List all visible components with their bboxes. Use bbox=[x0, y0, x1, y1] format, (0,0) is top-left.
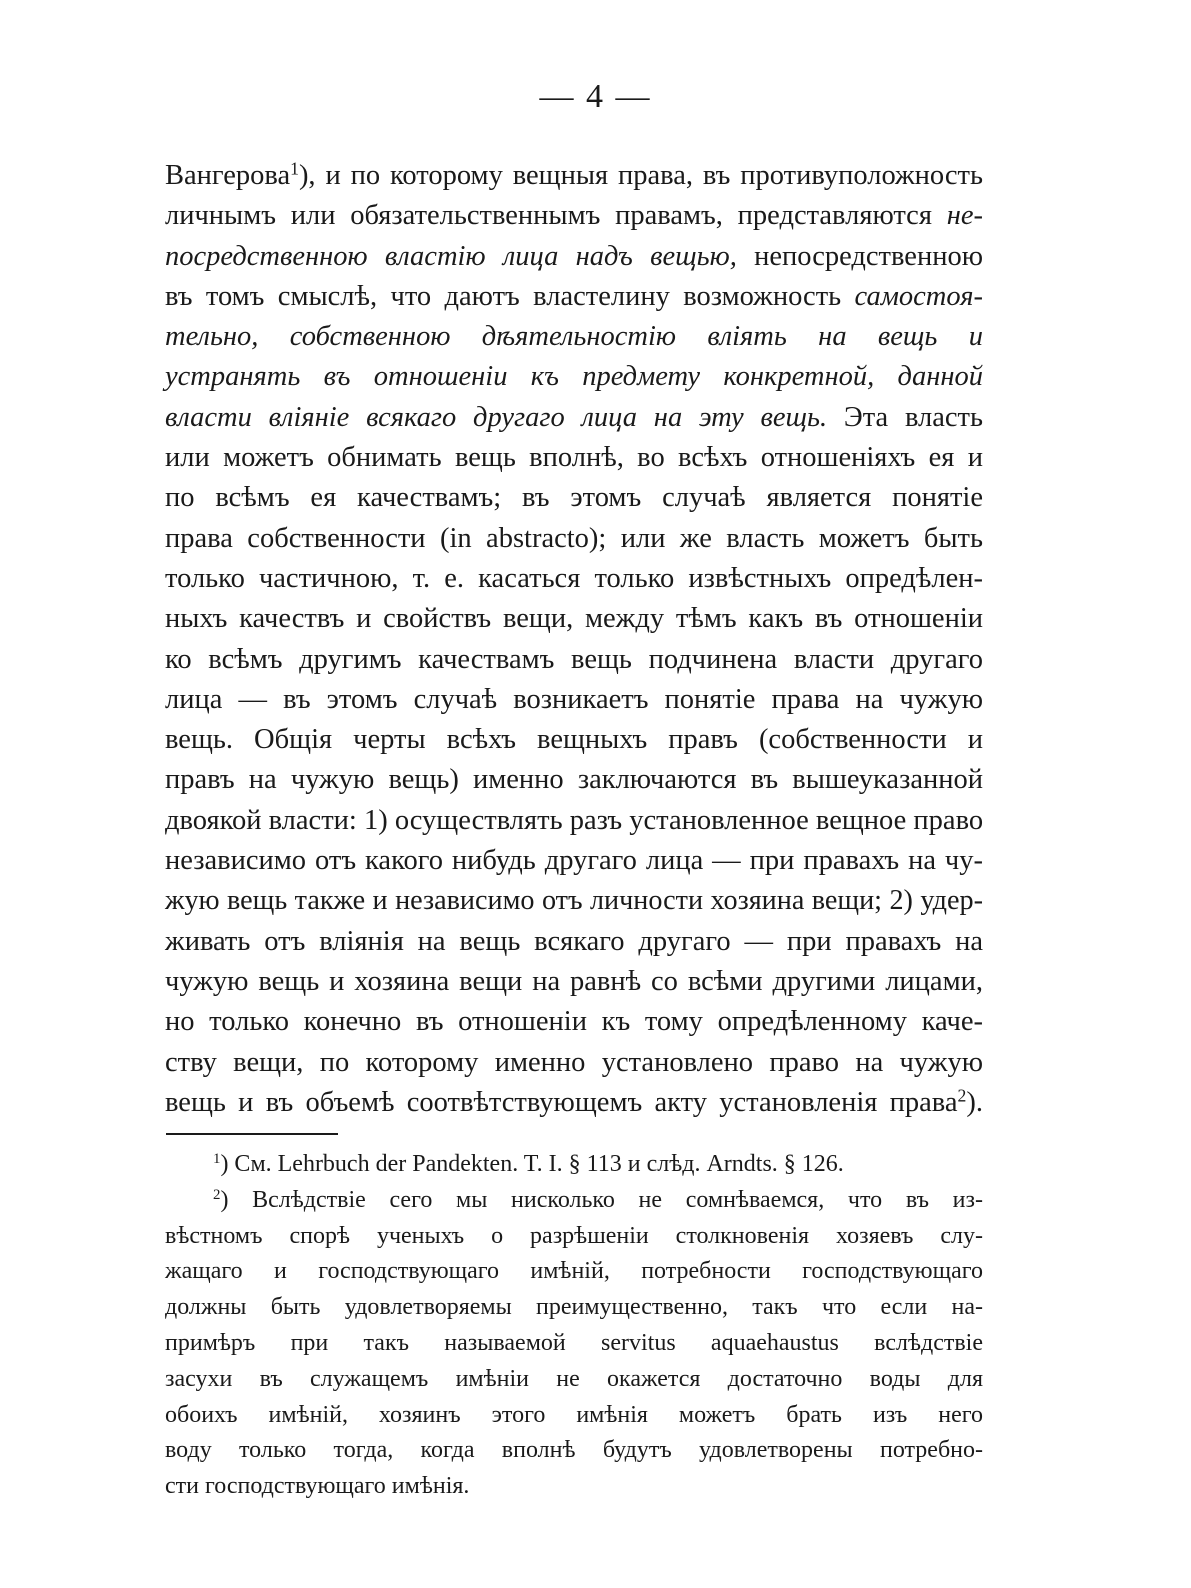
text-line bbox=[165, 277, 983, 317]
footnote-line bbox=[165, 1433, 983, 1469]
text-line bbox=[165, 237, 983, 277]
text-line bbox=[165, 559, 983, 599]
footnote-line bbox=[165, 1147, 983, 1183]
text-segment: правъ на чужую вещь) именно заключаются въ вышеуказанной bbox=[165, 764, 983, 796]
italic-text: тельно, собственною дѣятельностію вліять на вещь и bbox=[165, 321, 983, 353]
text-line bbox=[165, 1002, 983, 1042]
text-line bbox=[165, 317, 983, 357]
text-line bbox=[165, 760, 983, 800]
text-segment: живать отъ вліянія на вещь всякаго другаго — при правахъ на bbox=[165, 925, 983, 957]
text-segment: по всѣмъ ея качествамъ; въ этомъ случаѣ является понятіе bbox=[165, 482, 983, 514]
text-segment: примѣръ при такъ называемой servitus aquaehaustus вслѣдствіе bbox=[165, 1329, 983, 1356]
footnote-marker: 2 bbox=[957, 1085, 967, 1106]
text-segment: личнымъ или обязательственнымъ правамъ, представляются bbox=[165, 200, 947, 232]
italic-text: самостоя- bbox=[854, 280, 983, 312]
footnote-line bbox=[165, 1326, 983, 1362]
text-segment: ству вещи, по которому именно установлено право на чужую bbox=[165, 1046, 983, 1078]
footnote-line bbox=[165, 1398, 983, 1434]
text-segment: непосредственною bbox=[736, 240, 983, 272]
footnote-line bbox=[165, 1469, 983, 1505]
text-segment: засухи въ служащемъ имѣніи не окажется достаточно воды для bbox=[165, 1365, 983, 1392]
footnote-line bbox=[165, 1362, 983, 1398]
footnote-marker: 1 bbox=[290, 158, 299, 179]
text-line bbox=[165, 478, 983, 518]
text-line bbox=[165, 640, 983, 680]
footnote-line bbox=[165, 1290, 983, 1326]
text-line bbox=[165, 599, 983, 639]
text-segment: должны быть удовлетворяемы преимущественно, такъ что если на- bbox=[165, 1294, 983, 1321]
footnote-line bbox=[165, 1219, 983, 1255]
text-segment: ) Вслѣдствіе сего мы нисколько не сомнѣваемся, что въ из- bbox=[220, 1186, 983, 1213]
text-segment: воду только тогда, когда вполнѣ будутъ удовлетворены потребно- bbox=[165, 1437, 983, 1464]
italic-text: посредственною властію лица надъ вещью, bbox=[165, 240, 737, 272]
text-segment: вещь и въ объемѣ соотвѣтствующемъ акту установленія права bbox=[165, 1086, 958, 1118]
text-segment: ныхъ качествъ и свойствъ вещи, между тѣмъ какъ въ отношеніи bbox=[165, 603, 983, 635]
text-segment: или можетъ обнимать вещь вполнѣ, во всѣхъ отношеніяхъ ея и bbox=[165, 442, 983, 474]
text-segment: въ томъ смыслѣ, что даютъ властелину возможность bbox=[165, 280, 855, 312]
text-line bbox=[165, 1083, 983, 1123]
text-line bbox=[165, 357, 983, 397]
text-segment: права собственности (in abstracto); или же власть можетъ быть bbox=[165, 522, 983, 554]
text-segment: Эта власть bbox=[827, 401, 983, 433]
text-segment: Вангерова bbox=[165, 160, 291, 191]
text-segment: лица — въ этомъ случаѣ возникаетъ понятіе права на чужую bbox=[165, 683, 983, 715]
text-line bbox=[165, 962, 983, 1002]
text-segment: ко всѣмъ другимъ качествамъ вещь подчинена власти другаго bbox=[165, 643, 983, 675]
text-segment: вещь. Общія черты всѣхъ вещныхъ правъ (собственности и bbox=[165, 724, 983, 756]
text-line bbox=[165, 680, 983, 720]
italic-text: не- bbox=[946, 200, 983, 232]
page-number: — 4 — bbox=[539, 78, 652, 115]
text-line bbox=[165, 1043, 983, 1083]
text-line bbox=[165, 801, 983, 841]
text-segment: ) См. Lehrbuch der Pandekten. T. I. § 113 и слѣд. Arndts. § 126. bbox=[220, 1151, 844, 1177]
footnote-separator bbox=[166, 1133, 338, 1135]
text-segment: чужую вещь и хозяина вещи на равнѣ со всѣми другими лицами, bbox=[165, 965, 983, 997]
text-segment: двоякой власти: 1) осуществлять разъ установленное вещное право bbox=[165, 804, 984, 836]
text-line bbox=[165, 519, 983, 559]
footnotes bbox=[165, 1147, 983, 1505]
text-segment: жую вещь также и независимо отъ личности хозяина вещи; 2) удер- bbox=[165, 885, 983, 917]
text-segment: ). bbox=[966, 1086, 983, 1118]
main-text bbox=[165, 156, 983, 1123]
footnote-marker: 1 bbox=[213, 1150, 221, 1167]
text-segment: только частичною, т. е. касаться только извѣстныхъ опредѣлен- bbox=[165, 562, 983, 594]
italic-text: власти вліяніе всякаго другаго лица на эту вещь. bbox=[165, 401, 828, 433]
text-segment: но только конечно въ отношеніи къ тому опредѣленному каче- bbox=[165, 1006, 983, 1038]
footnote-line bbox=[165, 1254, 983, 1290]
text-line bbox=[165, 156, 983, 196]
text-segment: независимо отъ какого нибудь другаго лица — при правахъ на чу- bbox=[165, 845, 983, 877]
text-line bbox=[165, 398, 983, 438]
text-line bbox=[165, 196, 983, 236]
text-segment: вѣстномъ спорѣ ученыхъ о разрѣшеніи столкновенія хозяевъ слу- bbox=[165, 1222, 983, 1249]
text-line bbox=[165, 841, 983, 881]
footnote-marker: 2 bbox=[213, 1186, 221, 1203]
text-segment: сти господствующаго имѣнія. bbox=[165, 1473, 470, 1500]
text-segment: обоихъ имѣній, хозяинъ этого имѣнія можетъ брать изъ него bbox=[165, 1401, 983, 1428]
text-segment: ), и по которому вещныя права, въ противуположность bbox=[298, 160, 983, 191]
text-line bbox=[165, 881, 983, 921]
text-line bbox=[165, 438, 983, 478]
text-line bbox=[165, 922, 983, 962]
text-segment: жащаго и господствующаго имѣній, потребности господствующаго bbox=[165, 1258, 983, 1285]
footnote-line bbox=[165, 1183, 983, 1219]
italic-text: устранять въ отношеніи къ предмету конкретной, данной bbox=[165, 361, 983, 393]
text-line bbox=[165, 720, 983, 760]
